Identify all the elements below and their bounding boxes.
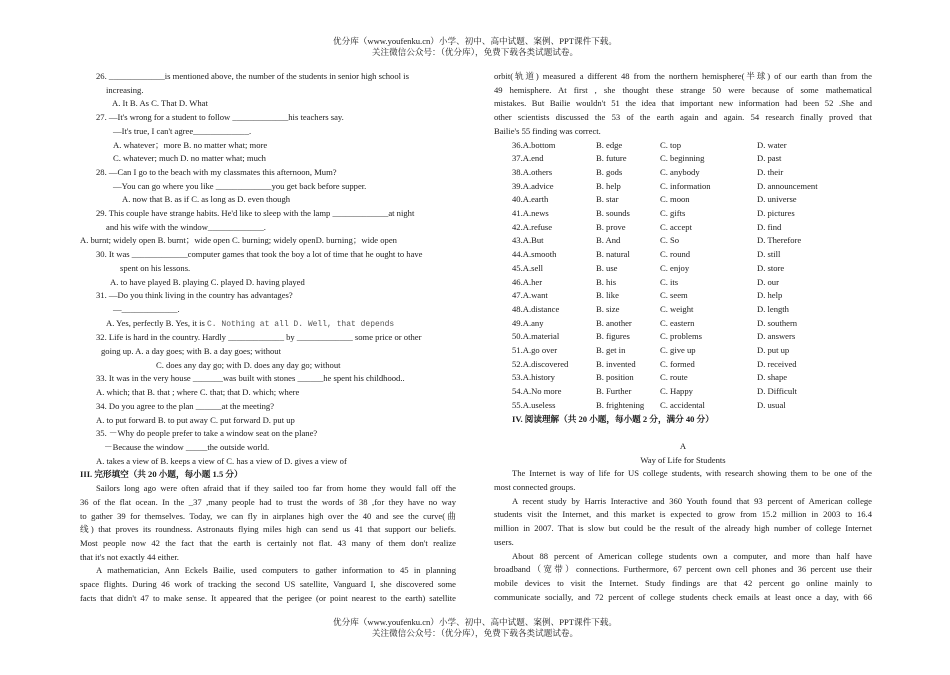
choice-row — [512, 317, 872, 331]
passage-line: users. — [494, 536, 514, 547]
q30-stem-cont: spent on his lessons. — [120, 262, 191, 273]
cloze-line: 线) that proves its roundness. Astronauts flying miles high can send us 41 that support our beliefs. — [80, 524, 456, 535]
choice-option: 38.A.others — [512, 166, 553, 177]
choice-row — [512, 385, 872, 399]
passage-line: most connected groups. — [494, 482, 576, 493]
choice-option: D. pictures — [757, 208, 795, 219]
right-column — [494, 70, 872, 604]
choice-option: 42.A.refuse — [512, 221, 553, 232]
choice-option: C. route — [660, 372, 688, 383]
cloze-line: space flights. During 46 work of tracking the second US satellite, Vanguard I, she discovered some — [80, 579, 456, 590]
choice-row — [512, 344, 872, 358]
choice-row — [512, 139, 872, 153]
choice-row — [512, 221, 872, 235]
cloze-line: other scientists discussed the 53 of the earth again and again. 54 research finally proved that — [494, 112, 872, 123]
q29-stem: 29. This couple have strange habits. He'd like to sleep with the lamp _____________at night — [96, 208, 415, 219]
choice-option: C. beginning — [660, 153, 705, 164]
cloze-line: A mathematician, Ann Eckels Bailie, used computers to gather information to 45 in planning — [96, 565, 456, 576]
spacer — [494, 426, 872, 440]
choice-option: D. length — [757, 303, 789, 314]
choice-option: 37.A.end — [512, 153, 544, 164]
choice-option: 39.A.advice — [512, 180, 554, 191]
q27-options-1: A. whatever；more B. no matter what; more — [113, 139, 268, 150]
q32-options-2: C. does any day go; with D. does any day go; without — [156, 359, 341, 370]
cloze-choices — [494, 139, 872, 413]
choice-option: D. answers — [757, 331, 796, 342]
choice-option: B. figures — [596, 331, 630, 342]
header-line-1: 优分库（www.youfenku.cn）小学、初中、高中试题、案例、PPT课件下载。 — [333, 36, 617, 46]
passage-line: million in 2007. That is slow but could be the result of the already high number of college Internet — [494, 523, 872, 534]
choice-option: D. universe — [757, 194, 797, 205]
choice-option: C. accidental — [660, 399, 705, 410]
choice-option: C. weight — [660, 303, 694, 314]
choice-row — [512, 207, 872, 221]
choice-option: D. usual — [757, 399, 786, 410]
q27-reply: —It's true, I can't agree_____________. — [113, 125, 252, 136]
section-3-heading: III. 完形填空（共 20 小题，每小题 1.5 分） — [80, 469, 243, 480]
choice-option: C. accept — [660, 221, 692, 232]
choice-option: B. position — [596, 372, 634, 383]
q32-stem: 32. Life is hard in the country. Hardly _____________ by _____________ some price or other — [96, 332, 422, 343]
choice-option: B. edge — [596, 139, 623, 150]
choice-row — [512, 289, 872, 303]
choice-option: C. top — [660, 139, 682, 150]
cloze-line: facts that didn't 47 to make sense. It appeared that the perigee (or point nearest to the earth) satellite — [80, 592, 456, 603]
choice-option: 54.A.No more — [512, 386, 562, 397]
choice-option: 40.A.earth — [512, 194, 549, 205]
q30-options: A. to have played B. playing C. played D. having played — [110, 276, 305, 287]
q33-options: A. which; that B. that ; where C. that; that D. which; where — [96, 387, 300, 398]
choice-option: C. moon — [660, 194, 690, 205]
choice-option: C. eastern — [660, 317, 695, 328]
cloze-line: that it's not exactly 44 either. — [80, 551, 179, 562]
choice-option: 47.A.want — [512, 290, 548, 301]
q33-stem: 33. It was in the very house _______was built with stones ______he spent his childhood.. — [96, 373, 405, 384]
choice-option: B. gods — [596, 166, 623, 177]
choice-option: C. give up — [660, 345, 696, 356]
choice-option: C. anybody — [660, 166, 700, 177]
choice-option: D. find — [757, 221, 782, 232]
choice-option: D. Difficult — [757, 386, 797, 397]
choice-option: C. seem — [660, 290, 688, 301]
choice-option: B. And — [596, 235, 621, 246]
choice-option: 53.A.history — [512, 372, 555, 383]
choice-row — [512, 330, 872, 344]
passage-line: communicate socially, and 72 percent of college students check emails at least once a day, with 66 — [494, 591, 872, 602]
choice-row — [512, 152, 872, 166]
left-column — [80, 70, 456, 605]
choice-option: 50.A.material — [512, 331, 560, 342]
choice-row — [512, 248, 872, 262]
choice-option: 49.A.any — [512, 317, 544, 328]
choice-row — [512, 399, 872, 413]
q35-stem: 35. －Why do people prefer to take a window seat on the plane? — [96, 428, 318, 439]
choice-option: 52.A.discovered — [512, 358, 569, 369]
q28-reply: —You can go where you like _____________you get back before supper. — [113, 180, 367, 191]
choice-option: C. its — [660, 276, 679, 287]
choice-option: 44.A.smooth — [512, 249, 557, 260]
choice-option: B. size — [596, 303, 620, 314]
q34-options: A. to put forward B. to put away C. put forward D. put up — [96, 414, 295, 425]
choice-option: B. use — [596, 262, 618, 273]
choice-option: D. southern — [757, 317, 798, 328]
choice-row — [512, 193, 872, 207]
q32-options-1: going up. A. a day goes; with B. a day goes; without — [101, 346, 281, 357]
choice-option: 36.A.bottom — [512, 139, 556, 150]
choice-option: B. get in — [596, 345, 626, 356]
choice-row — [512, 180, 872, 194]
choice-option: B. star — [596, 194, 619, 205]
choice-option: D. our — [757, 276, 779, 287]
q26-stem: 26. _____________is mentioned above, the number of the students in senior high school is — [96, 71, 409, 81]
passage-line: broadband（宽带）connections. Furthermore, 67 percent own cell phones and 36 percent use their — [494, 564, 872, 575]
choice-option: 55.A.useless — [512, 399, 556, 410]
q28-options: A. now that B. as if C. as long as D. even though — [122, 194, 291, 205]
choice-option: D. Therefore — [757, 235, 802, 246]
choice-option: C. enjoy — [660, 262, 690, 273]
choice-option: D. past — [757, 153, 782, 164]
page-footer — [0, 617, 950, 638]
choice-row — [512, 371, 872, 385]
q27-options-2: C. whatever; much D. no matter what; much — [113, 153, 266, 164]
choice-option: D. shape — [757, 372, 788, 383]
choice-option: C. round — [660, 249, 691, 260]
choice-option: D. announcement — [757, 180, 818, 191]
q31-reply: —_____________. — [113, 303, 180, 314]
choice-option: 51.A.go over — [512, 345, 558, 356]
choice-option: B. help — [596, 180, 621, 191]
q35-options: A. takes a view of B. keeps a view of C. has a view of D. gives a view of — [96, 455, 347, 466]
passage-title: Way of Life for Students — [640, 454, 726, 465]
passage-line: students visit the Internet, and this market is expected to grow from 15.2 million in 2003 to 16.4 — [494, 509, 872, 520]
choice-option: C. information — [660, 180, 711, 191]
passage-line: About 88 percent of American college students own a computer, and more than half have — [512, 550, 872, 561]
q29-stem-cont: and his wife with the window_____________. — [106, 221, 266, 232]
choice-option: 46.A.her — [512, 276, 543, 287]
cloze-line: Most people now 42 the fact that the earth is certainly not flat. 43 many of them don't realize — [80, 537, 456, 548]
header-line-2: 关注微信公众号：（优分库），免费下载各类试题试卷。 — [371, 46, 579, 57]
choice-row — [512, 234, 872, 248]
choice-option: D. water — [757, 139, 787, 150]
cloze-line: 49 hemisphere. At first , she thought these strange 50 were because of some mathematical — [494, 84, 872, 95]
choice-option: B. Further — [596, 386, 632, 397]
section-4-heading: IV. 阅读理解（共 20 小题，每小题 2 分，满分 40 分） — [512, 413, 714, 424]
footer-line-1: 优分库（www.youfenku.cn）小学、初中、高中试题、案例、PPT课件下载。 — [333, 617, 617, 627]
q28-stem: 28. —Can I go to the beach with my classmates this afternoon, Mum? — [96, 166, 337, 177]
choice-option: 41.A.news — [512, 208, 549, 219]
q29-options: A. burnt; widely open B. burnt；wide open C. burning; widely openD. burning；wide open — [80, 235, 397, 246]
q26-options: A. It B. As C. That D. What — [112, 98, 208, 109]
choice-option: D. put up — [757, 345, 790, 356]
choice-option: C. So — [660, 235, 680, 246]
page-header — [0, 36, 950, 57]
choice-option: C. problems — [660, 331, 703, 342]
q35-reply: －Because the window _____the outside world. — [104, 441, 270, 452]
choice-option: B. like — [596, 290, 619, 301]
choice-option: B. prove — [596, 221, 626, 232]
choice-option: C. formed — [660, 358, 695, 369]
choice-option: B. future — [596, 153, 627, 164]
passage-line: A recent study by Harris Interactive and 360 Youth found that 93 percent of American college — [512, 495, 872, 506]
cloze-line: mistakes. But Bailie wouldn't 51 the idea that important new information had been 52 .She and — [494, 98, 872, 109]
q34-stem: 34. Do you agree to the plan ______at the meeting? — [96, 400, 275, 411]
choice-row — [512, 276, 872, 290]
choice-option: D. store — [757, 262, 785, 273]
choice-row — [512, 262, 872, 276]
choice-row — [512, 166, 872, 180]
choice-option: 48.A.distance — [512, 303, 560, 314]
q31-stem: 31. —Do you think living in the country has advantages? — [96, 290, 293, 301]
q31-options — [80, 317, 456, 332]
choice-option: D. still — [757, 249, 781, 260]
choice-option: C. Happy — [660, 386, 693, 397]
choice-option: B. another — [596, 317, 632, 328]
cloze-line: to gather 39 for themselves. Today, we can fly in airplanes high over the 40 and see the curve(曲 — [80, 510, 456, 521]
choice-option: C. gifts — [660, 208, 686, 219]
choice-row — [512, 358, 872, 372]
footer-line-2: 关注微信公众号：（优分库），免费下载各类试题试卷。 — [371, 627, 579, 638]
cloze-line: Sailors long ago were often afraid that if they sailed too far from home they would fall off the — [96, 483, 456, 494]
choice-option: D. help — [757, 290, 783, 301]
q27-stem: 27. —It's wrong for a student to follow _____________his teachers say. — [96, 112, 344, 123]
choice-row — [512, 303, 872, 317]
choice-option: B. natural — [596, 249, 630, 260]
cloze-line: Bailie's 55 finding was correct. — [494, 125, 601, 136]
choice-option: 43.A.But — [512, 235, 544, 246]
cloze-line: 36 of the flat ocean. In the _37 ,many people had to trust the words of 38 ,for they have no way — [80, 496, 456, 507]
cloze-line: orbit(轨道) measured a different 48 from the northern hemisphere(半球) of our earth than from the — [494, 71, 872, 81]
choice-option: 45.A.sell — [512, 262, 544, 273]
q26-stem-cont: increasing. — [106, 84, 144, 95]
choice-option: D. their — [757, 166, 784, 177]
choice-option: B. sounds — [596, 208, 630, 219]
q30-stem: 30. It was _____________computer games that took the boy a lot of time that he ought to have — [96, 249, 423, 260]
passage-line: The Internet is way of life for US college students, with research showing them to be one of the — [512, 468, 872, 479]
passage-line: mobile devices to visit the Internet. Study findings are that 42 percent go online mainly to — [494, 578, 872, 588]
q31-options-cd: C. Nothing at all D. Well, that depends — [207, 319, 395, 329]
choice-option: B. frightening — [596, 399, 645, 410]
choice-option: D. received — [757, 358, 797, 369]
q31-options-ab: A. Yes, perfectly B. Yes, it is — [106, 317, 205, 328]
passage-letter: A — [679, 440, 687, 451]
choice-option: B. invented — [596, 358, 636, 369]
choice-option: B. his — [596, 276, 617, 287]
